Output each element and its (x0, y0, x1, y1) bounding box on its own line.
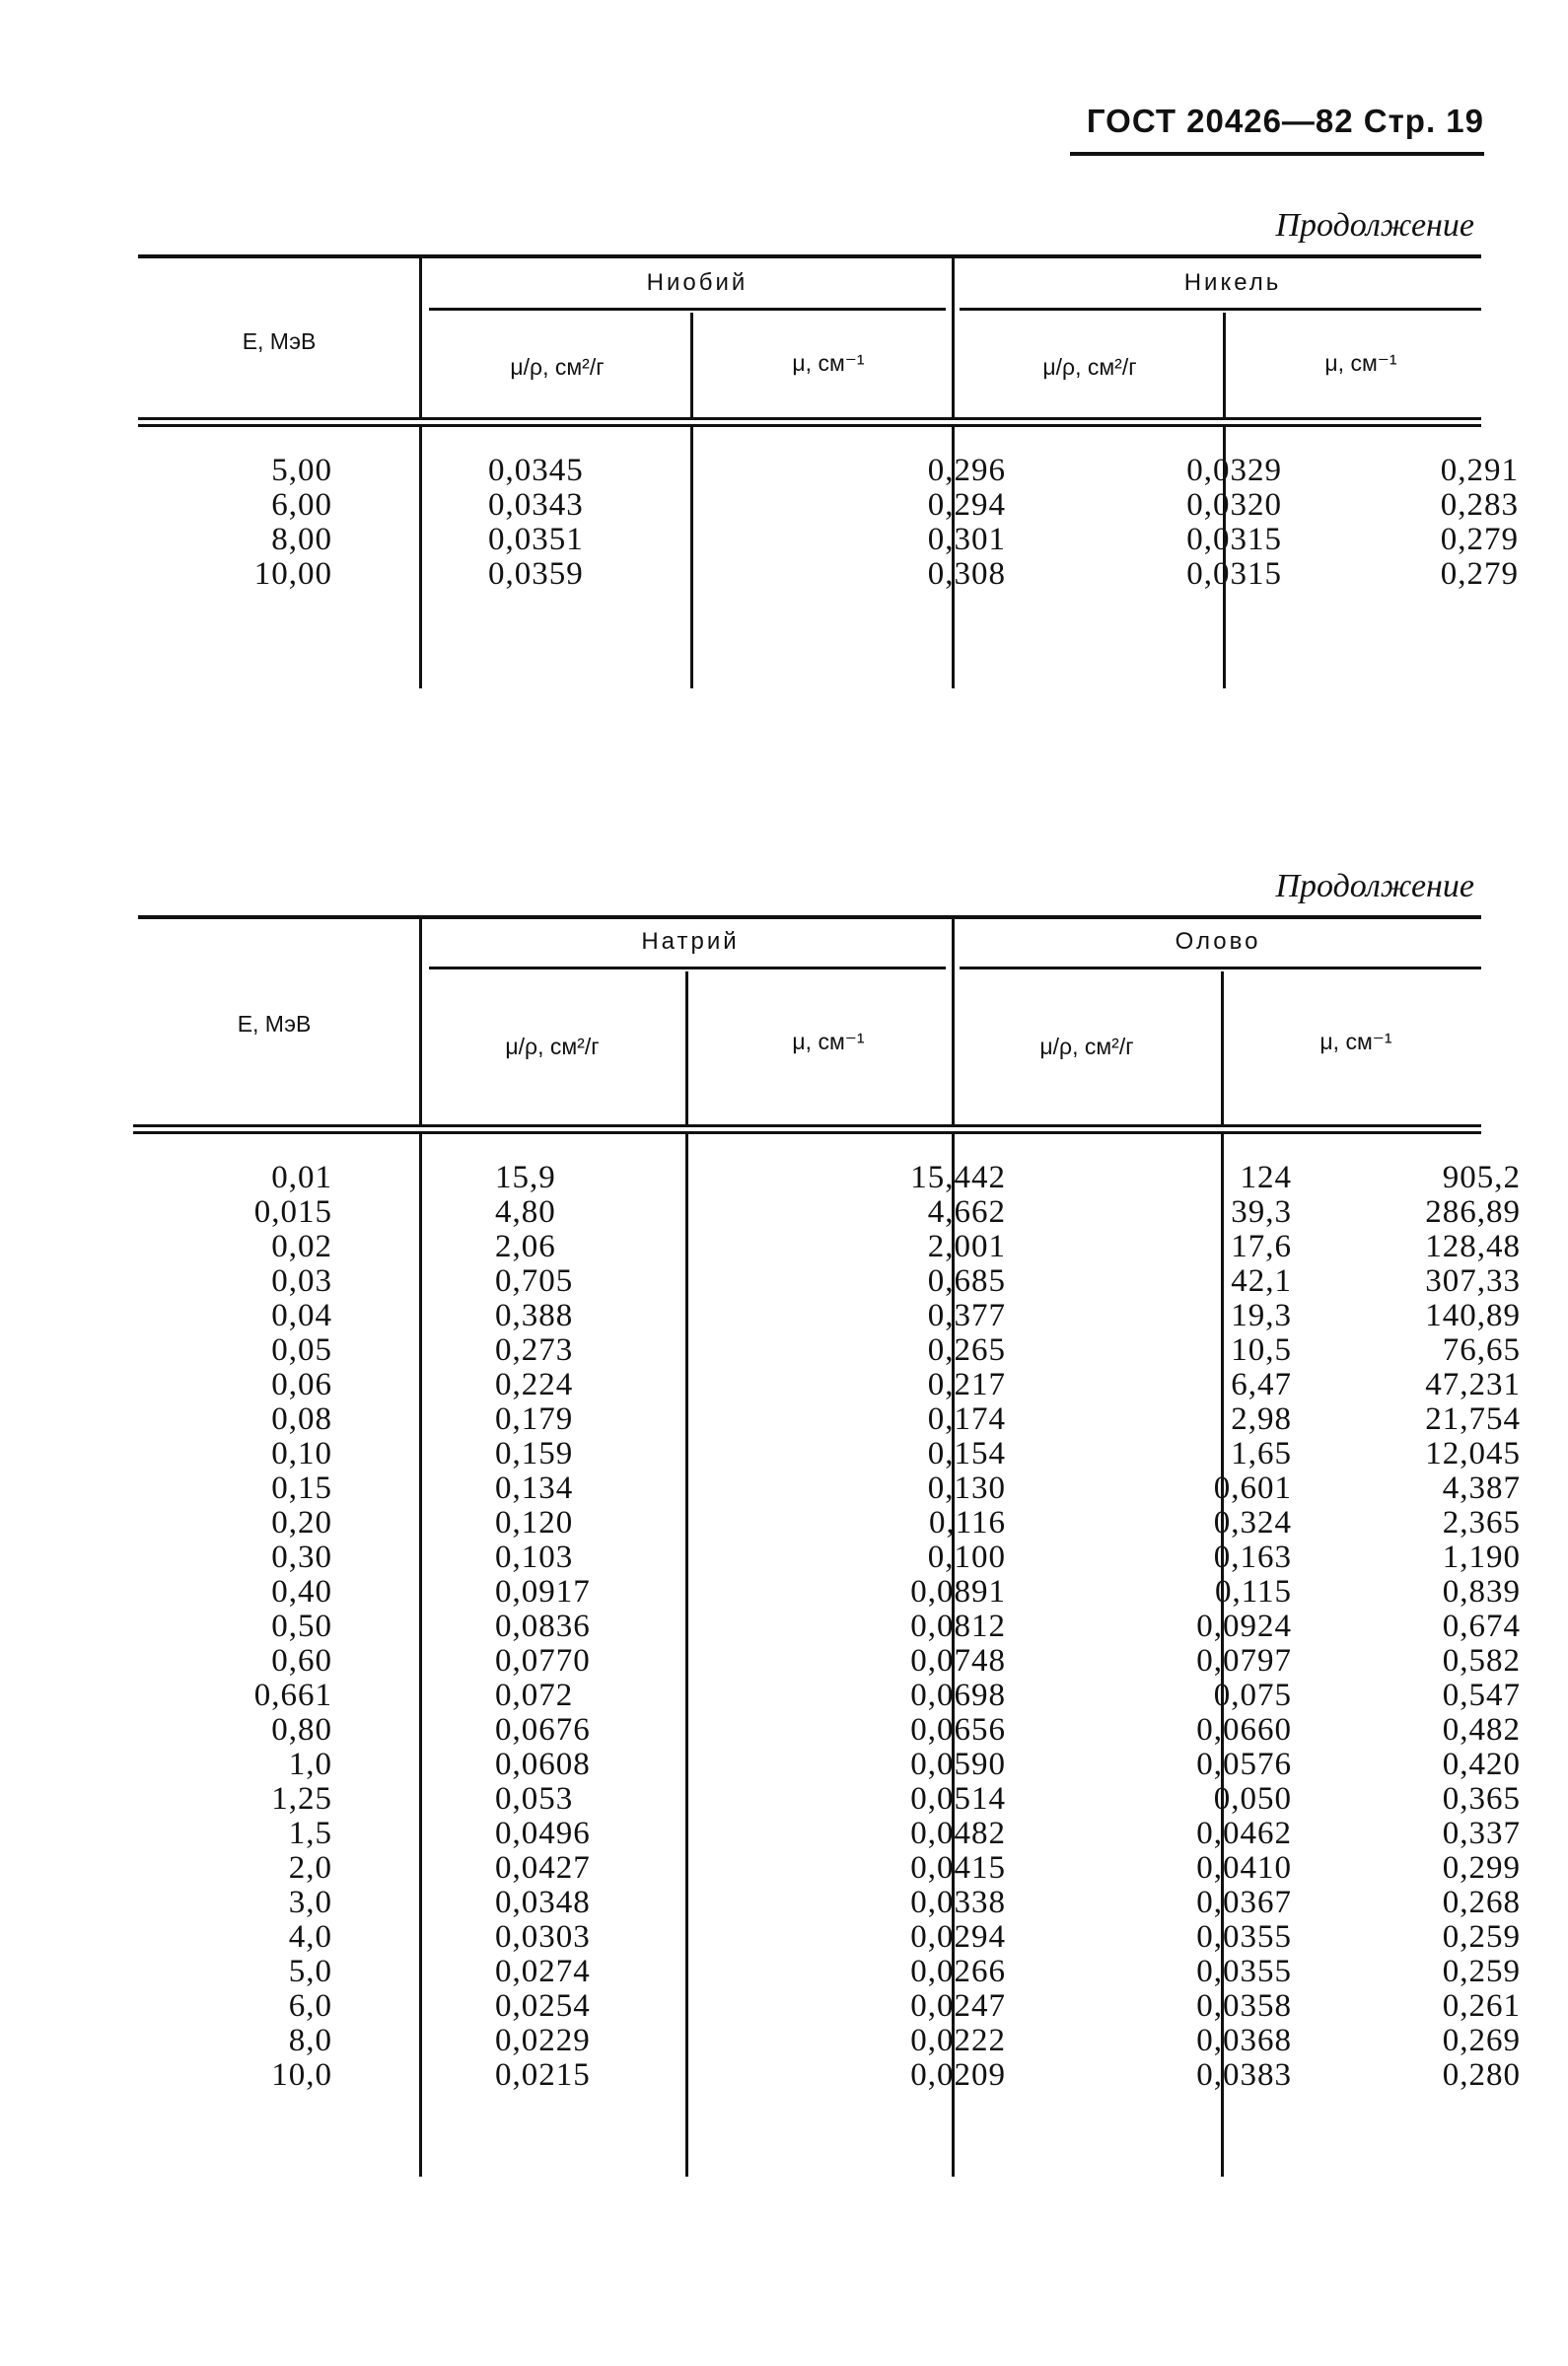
cell-energy: 0,06 (271, 1367, 332, 1402)
cell-value: 0,0383 (1196, 2057, 1292, 2093)
cell-energy: 0,02 (271, 1229, 332, 1264)
table-row (138, 1781, 1521, 1817)
cell-value: 0,547 (1442, 1678, 1521, 1713)
cell-value: 0,301 (927, 522, 1006, 557)
cell-value: 0,0294 (910, 1919, 1006, 1955)
cell-value: 0,0329 (1186, 453, 1282, 488)
cell-energy: 3,0 (288, 1885, 332, 1920)
table-row (138, 1298, 1521, 1333)
cell-energy: 0,30 (271, 1540, 332, 1575)
cell-value: 19,3 (1231, 1298, 1292, 1333)
table-row (138, 1229, 1521, 1264)
cell-value: 0,365 (1442, 1781, 1521, 1817)
cell-value: 0,308 (927, 556, 1006, 592)
cell-value: 0,283 (1440, 487, 1519, 523)
cell-value: 0,324 (1213, 1505, 1292, 1541)
cell-value: 0,279 (1440, 522, 1519, 557)
cell-value: 0,100 (927, 1540, 1006, 1575)
cell-value: 0,0748 (910, 1643, 1006, 1679)
cell-value: 39,3 (1231, 1194, 1292, 1230)
vline-header-1 (419, 256, 422, 417)
cell-value: 0,279 (1440, 556, 1519, 592)
cell-value: 15,442 (910, 1160, 1006, 1195)
cell-energy: 0,10 (271, 1436, 332, 1471)
cell-energy: 0,15 (271, 1470, 332, 1506)
cell-value: 0,0496 (495, 1816, 591, 1851)
cell-value: 0,0415 (910, 1850, 1006, 1886)
cell-value: 0,115 (1214, 1574, 1292, 1610)
table-row (138, 1470, 1521, 1506)
cell-value: 0,0891 (910, 1574, 1006, 1610)
table-row (138, 1712, 1521, 1748)
cell-value: 0,0351 (488, 522, 584, 557)
cell-value: 0,0358 (1196, 1988, 1292, 2024)
cell-value: 47,231 (1425, 1367, 1521, 1402)
cell-value: 0,116 (928, 1505, 1006, 1541)
cell-value: 0,261 (1442, 1988, 1521, 2024)
table-row (138, 1885, 1521, 1920)
cell-value: 0,0209 (910, 2057, 1006, 2093)
table-top-rule (138, 915, 1481, 919)
cell-value: 0,072 (495, 1678, 574, 1713)
group-rule-2 (960, 308, 1481, 311)
cell-value: 0,377 (927, 1298, 1006, 1333)
table-row (138, 1954, 1521, 1989)
cell-value: 0,0359 (488, 556, 584, 592)
vline-header-2 (685, 971, 688, 1124)
group-header-nickel: Никель (1183, 269, 1282, 296)
energy-header: E, МэВ (242, 328, 317, 354)
cell-value: 42,1 (1231, 1263, 1292, 1299)
table-body (138, 453, 1519, 592)
cell-value: 0,0348 (495, 1885, 591, 1920)
subheader-linear-atten-1: μ, см⁻¹ (792, 350, 865, 376)
cell-value: 307,33 (1425, 1263, 1521, 1299)
cell-value: 2,365 (1442, 1505, 1521, 1541)
table-row (138, 556, 1519, 592)
table-row (138, 1747, 1521, 1782)
table-row (138, 1332, 1521, 1368)
cell-value: 0,0590 (910, 1747, 1006, 1782)
vline-header-3 (952, 256, 955, 417)
cell-value: 0,0229 (495, 2023, 591, 2058)
cell-energy: 2,0 (288, 1850, 332, 1886)
table-row (138, 1919, 1521, 1955)
cell-value: 10,5 (1231, 1332, 1292, 1368)
table-row (138, 1367, 1521, 1402)
cell-energy: 10,00 (253, 556, 332, 592)
cell-value: 4,80 (495, 1194, 556, 1230)
cell-value: 21,754 (1425, 1401, 1521, 1437)
continuation-label-1: Продолжение (1275, 207, 1474, 244)
cell-energy: 4,0 (288, 1919, 332, 1955)
cell-value: 0,217 (927, 1367, 1006, 1402)
table-row (138, 1988, 1521, 2024)
cell-value: 0,280 (1442, 2057, 1521, 2093)
page-header-rule (1070, 152, 1484, 156)
table-sodium-tin (138, 912, 1521, 2180)
group-header-sodium: Натрий (641, 928, 740, 955)
cell-energy: 0,05 (271, 1332, 332, 1368)
cell-value: 0,075 (1213, 1678, 1292, 1713)
table-row (138, 1263, 1521, 1299)
cell-value: 0,582 (1442, 1643, 1521, 1679)
cell-value: 0,269 (1442, 2023, 1521, 2058)
cell-energy: 0,01 (271, 1160, 332, 1195)
cell-value: 0,0315 (1186, 556, 1282, 592)
cell-value: 2,001 (927, 1229, 1006, 1264)
cell-value: 12,045 (1425, 1436, 1521, 1471)
cell-value: 2,98 (1231, 1401, 1292, 1437)
header-double-rule-b (138, 424, 1481, 427)
cell-value: 0,163 (1213, 1540, 1292, 1575)
table-row (138, 453, 1519, 488)
header-double-rule-a (133, 1124, 1481, 1127)
cell-value: 0,0222 (910, 2023, 1006, 2058)
cell-value: 17,6 (1231, 1229, 1292, 1264)
table-body (138, 1160, 1521, 2093)
cell-value: 4,662 (927, 1194, 1006, 1230)
group-rule-1 (429, 308, 946, 311)
cell-value: 0,0797 (1196, 1643, 1292, 1679)
header-double-rule-a (138, 417, 1481, 420)
cell-value: 0,0514 (910, 1781, 1006, 1817)
cell-value: 0,0315 (1186, 522, 1282, 557)
cell-value: 0,0576 (1196, 1747, 1292, 1782)
cell-energy: 6,0 (288, 1988, 332, 2024)
cell-value: 0,685 (927, 1263, 1006, 1299)
cell-value: 0,179 (495, 1401, 574, 1437)
cell-value: 0,0812 (910, 1609, 1006, 1644)
cell-energy: 10,0 (271, 2057, 332, 2093)
table-row (138, 487, 1519, 523)
cell-value: 0,174 (927, 1401, 1006, 1437)
cell-energy: 8,0 (288, 2023, 332, 2058)
cell-value: 0,259 (1442, 1919, 1521, 1955)
cell-value: 0,839 (1442, 1574, 1521, 1610)
table-row (138, 1609, 1521, 1644)
cell-value: 0,420 (1442, 1747, 1521, 1782)
cell-value: 0,0367 (1196, 1885, 1292, 1920)
cell-energy: 6,00 (271, 487, 332, 523)
table-row (138, 2023, 1521, 2058)
cell-value: 0,0345 (488, 453, 584, 488)
cell-value: 0,674 (1442, 1609, 1521, 1644)
cell-value: 0,103 (495, 1540, 574, 1575)
group-header-tin: Олово (1175, 928, 1261, 955)
cell-value: 76,65 (1442, 1332, 1521, 1368)
cell-value: 0,0698 (910, 1678, 1006, 1713)
table-row (138, 2057, 1521, 2093)
cell-value: 0,0343 (488, 487, 584, 523)
cell-value: 0,0303 (495, 1919, 591, 1955)
cell-value: 0,268 (1442, 1885, 1521, 1920)
cell-energy: 0,40 (271, 1574, 332, 1610)
cell-value: 286,89 (1425, 1194, 1521, 1230)
cell-value: 0,0320 (1186, 487, 1282, 523)
cell-value: 0,154 (927, 1436, 1006, 1471)
table-row (138, 1401, 1521, 1437)
cell-value: 0,0676 (495, 1712, 591, 1748)
cell-value: 0,053 (495, 1781, 574, 1817)
cell-energy: 0,04 (271, 1298, 332, 1333)
vline-header-1 (419, 917, 422, 1124)
cell-value: 0,291 (1440, 453, 1519, 488)
cell-value: 0,0355 (1196, 1919, 1292, 1955)
subheader-mass-atten-2: μ/ρ, см²/г (1042, 354, 1137, 380)
cell-value: 0,159 (495, 1436, 574, 1471)
cell-value: 0,130 (927, 1470, 1006, 1506)
cell-energy: 8,00 (271, 522, 332, 557)
cell-value: 15,9 (495, 1160, 556, 1195)
cell-value: 905,2 (1442, 1160, 1521, 1195)
vline-header-2 (690, 313, 693, 417)
table-row (138, 1678, 1521, 1713)
cell-value: 0,705 (495, 1263, 574, 1299)
cell-value: 0,0917 (495, 1574, 591, 1610)
subheader-mass-atten-2: μ/ρ, см²/г (1039, 1034, 1134, 1059)
energy-header: E, МэВ (237, 1011, 312, 1037)
cell-energy: 0,60 (271, 1643, 332, 1679)
vline-header-4 (1221, 971, 1224, 1124)
cell-value: 0,134 (495, 1470, 574, 1506)
cell-value: 0,0427 (495, 1850, 591, 1886)
table-top-rule (138, 254, 1481, 258)
table-row (138, 1540, 1521, 1575)
cell-value: 4,387 (1442, 1470, 1521, 1506)
cell-value: 0,0924 (1196, 1609, 1292, 1644)
subheader-linear-atten-1: μ, см⁻¹ (792, 1029, 865, 1054)
cell-value: 124 (1240, 1160, 1292, 1195)
table-row (138, 1816, 1521, 1851)
cell-value: 0,0656 (910, 1712, 1006, 1748)
subheader-mass-atten-1: μ/ρ, см²/г (505, 1034, 600, 1059)
cell-value: 0,224 (495, 1367, 574, 1402)
table-niobium-nickel (138, 251, 1519, 690)
cell-value: 0,482 (1442, 1712, 1521, 1748)
cell-value: 0,0462 (1196, 1816, 1292, 1851)
cell-energy: 5,00 (271, 453, 332, 488)
cell-value: 1,65 (1231, 1436, 1292, 1471)
cell-energy: 0,08 (271, 1401, 332, 1437)
cell-value: 0,299 (1442, 1850, 1521, 1886)
vline-header-3 (952, 917, 955, 1124)
table-row (138, 1643, 1521, 1679)
cell-value: 128,48 (1425, 1229, 1521, 1264)
cell-value: 0,388 (495, 1298, 574, 1333)
table-row (138, 1436, 1521, 1471)
cell-value: 0,0215 (495, 2057, 591, 2093)
vline-header-4 (1223, 313, 1226, 417)
cell-value: 0,0482 (910, 1816, 1006, 1851)
cell-value: 0,0608 (495, 1747, 591, 1782)
cell-value: 0,0836 (495, 1609, 591, 1644)
cell-value: 0,296 (927, 453, 1006, 488)
cell-energy: 0,50 (271, 1609, 332, 1644)
cell-value: 0,0355 (1196, 1954, 1292, 1989)
cell-value: 0,0274 (495, 1954, 591, 1989)
cell-value: 0,0410 (1196, 1850, 1292, 1886)
table-row (138, 1850, 1521, 1886)
cell-value: 0,0247 (910, 1988, 1006, 2024)
cell-value: 0,0660 (1196, 1712, 1292, 1748)
table-row (138, 522, 1519, 557)
table-row (138, 1574, 1521, 1610)
page-header (1070, 103, 1484, 158)
subheader-linear-atten-2: μ, см⁻¹ (1324, 350, 1397, 376)
group-header-niobium: Ниобий (646, 269, 748, 296)
cell-value: 0,0254 (495, 1988, 591, 2024)
cell-value: 0,294 (927, 487, 1006, 523)
cell-value: 0,0266 (910, 1954, 1006, 1989)
continuation-label-2: Продолжение (1275, 868, 1474, 904)
cell-energy: 0,03 (271, 1263, 332, 1299)
cell-value: 140,89 (1425, 1298, 1521, 1333)
cell-value: 0,0368 (1196, 2023, 1292, 2058)
cell-value: 0,337 (1442, 1816, 1521, 1851)
header-double-rule-b (133, 1131, 1481, 1134)
cell-value: 0,0338 (910, 1885, 1006, 1920)
cell-energy: 1,5 (288, 1816, 332, 1851)
page-header-text: ГОСТ 20426—82 Стр. 19 (1086, 103, 1484, 139)
group-rule-2 (960, 967, 1481, 969)
cell-energy: 0,80 (271, 1712, 332, 1748)
cell-energy: 0,015 (253, 1194, 332, 1230)
cell-value: 6,47 (1231, 1367, 1292, 1402)
cell-value: 0,0770 (495, 1643, 591, 1679)
cell-energy: 5,0 (288, 1954, 332, 1989)
cell-value: 0,273 (495, 1332, 574, 1368)
cell-value: 0,265 (927, 1332, 1006, 1368)
cell-energy: 0,661 (253, 1678, 332, 1713)
cell-value: 0,601 (1213, 1470, 1292, 1506)
subheader-linear-atten-2: μ, см⁻¹ (1319, 1029, 1392, 1054)
cell-energy: 1,25 (271, 1781, 332, 1817)
cell-energy: 0,20 (271, 1505, 332, 1541)
table-row (138, 1194, 1521, 1230)
cell-value: 2,06 (495, 1229, 556, 1264)
cell-value: 0,050 (1213, 1781, 1292, 1817)
table-row (138, 1160, 1521, 1195)
cell-value: 0,259 (1442, 1954, 1521, 1989)
cell-energy: 1,0 (288, 1747, 332, 1782)
group-rule-1 (429, 967, 946, 969)
table-row (138, 1505, 1521, 1541)
cell-value: 1,190 (1442, 1540, 1521, 1575)
cell-value: 0,120 (495, 1505, 574, 1541)
subheader-mass-atten-1: μ/ρ, см²/г (510, 354, 605, 380)
